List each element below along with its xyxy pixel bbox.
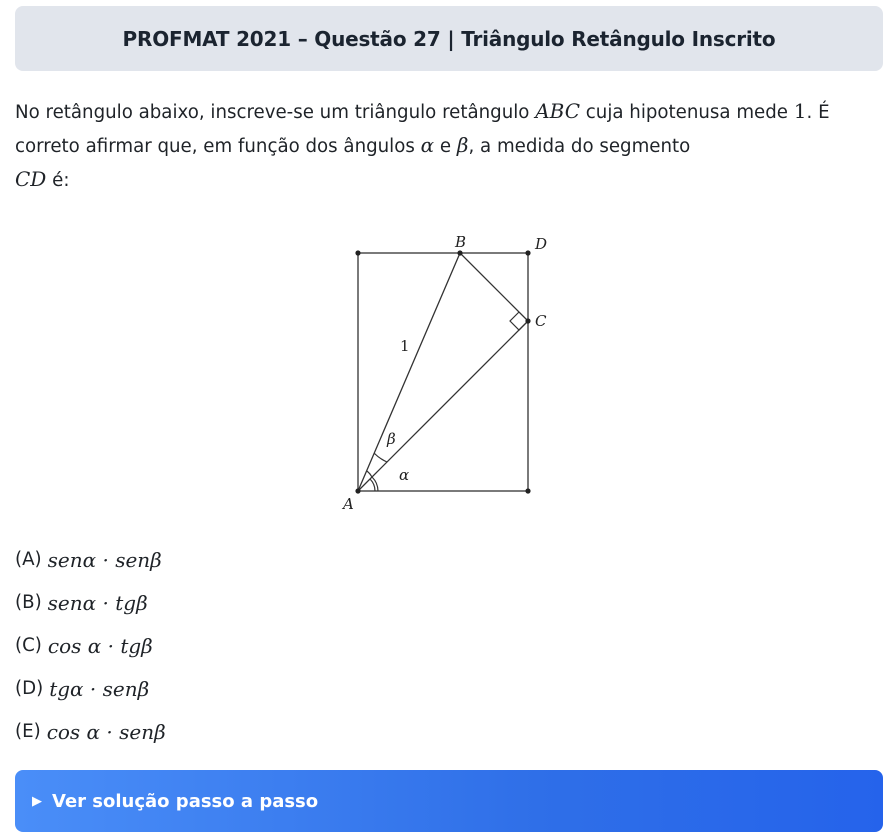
label-alpha: α [399, 466, 410, 484]
answer-options [15, 538, 166, 753]
statement-text-2: cuja hipotenusa mede [580, 102, 794, 123]
alpha-arc-inner [370, 479, 375, 491]
option-letter: (E) [15, 721, 41, 742]
option-expression: senα · senβ [47, 547, 162, 572]
option-d[interactable] [15, 667, 166, 710]
math-alpha: α [420, 133, 435, 157]
option-letter: (A) [15, 549, 42, 570]
label-c: C [535, 312, 547, 330]
option-e[interactable] [15, 710, 166, 753]
point-b [457, 250, 462, 255]
math-beta: β [456, 133, 469, 157]
label-hypotenuse-length: 1 [400, 337, 410, 355]
math-cd: CD [15, 167, 47, 191]
point-a [355, 488, 360, 493]
option-expression: cos α · tgβ [47, 633, 153, 658]
label-a: A [343, 495, 354, 513]
option-letter: (B) [15, 592, 42, 613]
math-abc: ABC [535, 99, 581, 123]
option-letter: (C) [15, 635, 42, 656]
label-b: B [455, 233, 467, 251]
point-d [525, 250, 530, 255]
point-top-left [355, 250, 360, 255]
option-c[interactable] [15, 624, 166, 667]
segment-bc [460, 253, 528, 321]
page-title [15, 6, 883, 71]
option-letter: (D) [15, 678, 44, 699]
point-c [525, 318, 530, 323]
page-title-text: PROFMAT 2021 – Questão 27 | Triângulo Retângulo Inscrito [122, 26, 776, 51]
question-statement [15, 95, 885, 197]
option-expression: tgα · senβ [49, 676, 150, 701]
label-d: D [535, 235, 548, 253]
option-expression: senα · tgβ [47, 590, 148, 615]
point-bottom-right [525, 488, 530, 493]
beta-arc [367, 471, 372, 477]
option-b[interactable] [15, 581, 166, 624]
statement-text-3: . É correto afirmar que, em função dos ângulos [15, 102, 830, 157]
rectangle-triangle-diagram [330, 228, 560, 518]
right-angle-mark [510, 312, 528, 330]
geometry-figure [330, 228, 560, 518]
option-a[interactable] [15, 538, 166, 581]
statement-text-6: é: [46, 170, 70, 191]
show-solution-button[interactable] [15, 770, 883, 832]
rectangle-outline [358, 253, 528, 491]
triangle-right-icon: ▶ [32, 793, 42, 809]
segment-ab [358, 253, 460, 491]
beta-arc-outer [374, 453, 387, 462]
option-expression: cos α · senβ [46, 719, 166, 744]
math-one: 1 [793, 99, 807, 123]
statement-text-5: , a medida do segmento [468, 136, 691, 157]
show-solution-label: Ver solução passo a passo [52, 790, 319, 812]
segment-ac [358, 321, 528, 491]
statement-text-4: e [434, 136, 457, 157]
statement-text-1: No retângulo abaixo, inscreve-se um triângulo retângulo [15, 102, 536, 123]
label-beta: β [387, 430, 396, 448]
